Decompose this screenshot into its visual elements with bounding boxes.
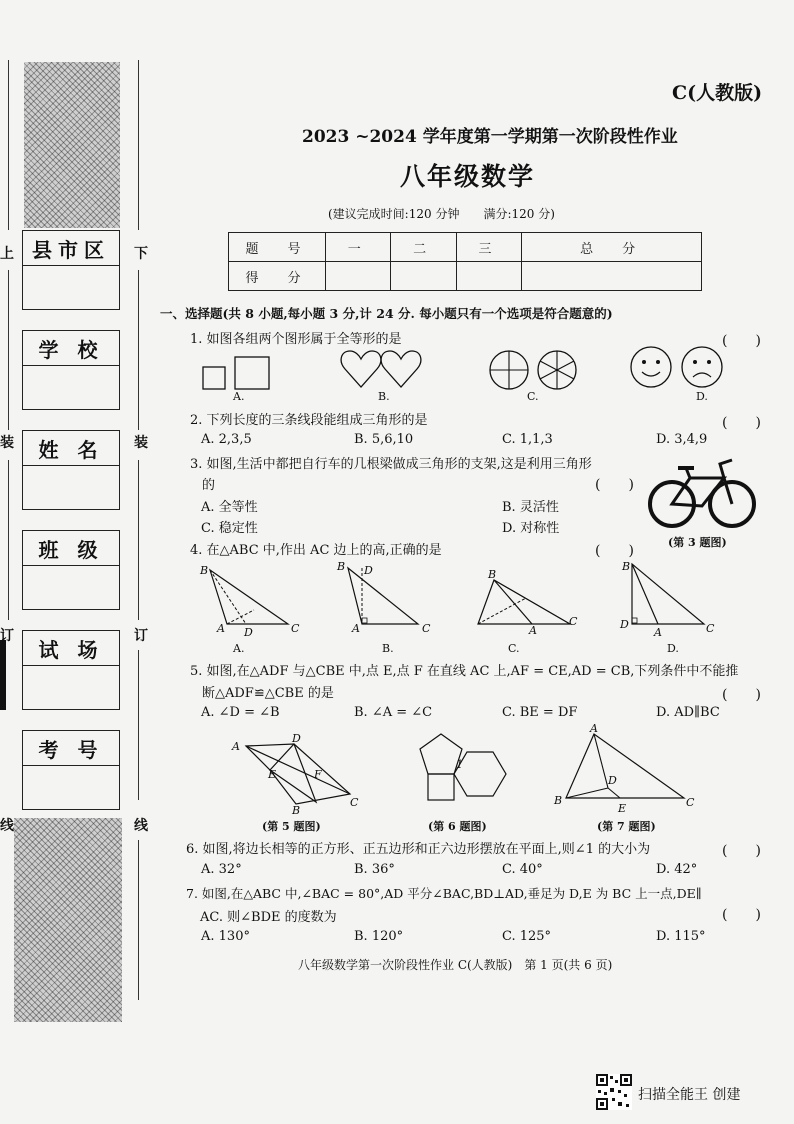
q5-vertex-label: F — [314, 768, 322, 781]
q3-stem-line1: 3. 如图,生活中都把自行车的几根梁做成三角形的支架,这是利用三角形 — [190, 457, 592, 472]
q2-option-b: B. 5,6,10 — [354, 432, 414, 447]
right-rule-2 — [138, 270, 139, 430]
q2-option-d: D. 3,4,9 — [656, 432, 708, 447]
q7-caption: (第 7 题图) — [597, 820, 656, 833]
q7-answer-paren[interactable]: ( ) — [722, 907, 761, 923]
q7-vertex-label: E — [618, 802, 627, 815]
q3-answer-paren[interactable]: ( ) — [595, 477, 634, 493]
q3-option-c: C. 稳定性 — [201, 521, 258, 536]
q2-option-c: C. 1,1,3 — [502, 432, 553, 447]
term-title: 2023 ~2024 学年度第一学期第一次阶段性作业 — [302, 127, 678, 147]
bicycle-figure — [648, 452, 756, 532]
q1-label-b: B. — [378, 390, 390, 403]
margin-mark-bind-right: 装 — [134, 435, 148, 451]
margin-mark-line-left: 线 — [0, 818, 14, 834]
q1-figures — [195, 345, 735, 393]
q1-answer-paren[interactable]: ( ) — [722, 333, 761, 349]
score-header-cell: 二 — [391, 233, 456, 262]
q5-option-d: D. AD∥BC — [656, 705, 720, 720]
q4-vertex-label: B — [200, 564, 209, 577]
q7-option-a: A. 130° — [201, 929, 250, 944]
score-input-cell[interactable] — [456, 262, 521, 291]
score-input-cell[interactable] — [522, 262, 702, 291]
q4-vertex-label: C — [706, 622, 715, 635]
q5-stem-line1: 5. 如图,在△ADF 与△CBE 中,点 E,点 F 在直线 AC 上,AF = CE,AD = CB,下列条件中不能推 — [190, 664, 739, 679]
q3-caption: (第 3 题图) — [668, 536, 727, 549]
q5-option-c: C. BE = DF — [502, 705, 578, 720]
margin-mark-line-right: 线 — [134, 818, 148, 834]
q2-option-a: A. 2,3,5 — [201, 432, 252, 447]
q1-label-a: A. — [233, 390, 245, 403]
q7-vertex-label: A — [590, 722, 598, 735]
hatch-top — [24, 62, 120, 228]
q2-answer-paren[interactable]: ( ) — [722, 415, 761, 431]
q7-vertex-label: D — [608, 774, 617, 787]
q4-vertex-label: B — [488, 568, 497, 581]
q5-vertex-label: A — [232, 740, 240, 753]
page-footer: 八年级数学第一次阶段性作业 C(人教版) 第 1 页(共 6 页) — [298, 958, 613, 972]
q4-stem: 4. 在△ABC 中,作出 AC 边上的高,正确的是 — [190, 543, 442, 558]
score-header-cell: 一 — [326, 233, 391, 262]
right-rule — [138, 60, 139, 230]
q7-stem-line2: AC. 则∠BDE 的度数为 — [200, 910, 337, 925]
q4-vertex-label: A — [654, 626, 662, 639]
q7-vertex-label: B — [554, 794, 563, 807]
q5-caption: (第 5 题图) — [262, 820, 321, 833]
score-header-cell: 三 — [456, 233, 521, 262]
q5-figure — [228, 732, 360, 817]
edition-label: C(人教版) — [672, 82, 763, 104]
scanner-watermark: 扫描全能王 创建 — [638, 1087, 741, 1103]
q6-option-b: B. 36° — [354, 862, 395, 877]
score-input-cell[interactable] — [391, 262, 456, 291]
q4-vertex-label: B — [337, 560, 346, 573]
q1-b-heart-1 — [341, 351, 381, 387]
q5-vertex-label: C — [350, 796, 359, 809]
q4-vertex-label: B — [622, 560, 631, 573]
score-value-row — [229, 262, 702, 291]
q4-vertex-label: C — [291, 622, 300, 635]
q5-vertex-label: E — [268, 768, 277, 781]
q6-stem: 6. 如图,将边长相等的正方形、正五边形和正六边形摆放在平面上,则∠1 的大小为 — [186, 842, 651, 857]
q4-vertex-label: D — [244, 626, 253, 639]
q7-figure — [552, 722, 702, 816]
q7-option-b: B. 120° — [354, 929, 404, 944]
q7-option-d: D. 115° — [656, 929, 706, 944]
q5-vertex-label: D — [292, 732, 301, 745]
class-box[interactable] — [22, 530, 120, 610]
q6-angle-label: 1 — [456, 758, 463, 771]
q6-answer-paren[interactable]: ( ) — [722, 843, 761, 859]
left-rule-2 — [8, 270, 9, 430]
score-table — [228, 232, 702, 291]
score-input-cell[interactable] — [326, 262, 391, 291]
q4-figures — [196, 558, 716, 640]
q3-option-d: D. 对称性 — [502, 521, 560, 536]
q4-vertex-label: A — [529, 624, 537, 637]
margin-mark-top-left: 上 — [0, 246, 14, 262]
school-box[interactable] — [22, 330, 120, 410]
q1-a-large-square — [235, 357, 269, 389]
q3-option-a: A. 全等性 — [201, 500, 258, 515]
time-info: (建议完成时间:120 分钟 满分:120 分) — [328, 207, 555, 221]
school-label: 学 校 — [23, 331, 119, 366]
left-rule-3 — [8, 460, 9, 620]
county-box[interactable] — [22, 230, 120, 310]
section-heading: 一、选择题(共 8 小题,每小题 3 分,计 24 分. 每小题只有一个选项是符合题意的) — [160, 306, 613, 321]
exam-room-box[interactable] — [22, 630, 120, 710]
q4-vertex-label: C — [422, 622, 431, 635]
exam-number-box[interactable] — [22, 730, 120, 810]
q6-caption: (第 6 题图) — [428, 820, 487, 833]
name-label: 姓 名 — [23, 431, 119, 466]
subject-title: 八年级数学 — [400, 162, 536, 191]
q6-option-a: A. 32° — [201, 862, 242, 877]
q4-label-d: D. — [667, 642, 679, 655]
exam-room-label: 试 场 — [23, 631, 119, 666]
q6-option-d: D. 42° — [656, 862, 698, 877]
score-header-cell: 总 分 — [522, 233, 702, 262]
q4-vertex-label: A — [217, 622, 225, 635]
q6-figure — [414, 732, 504, 814]
right-rule-4 — [138, 650, 139, 800]
q1-stem: 1. 如图各组两个图形属于全等形的是 — [190, 332, 402, 347]
q3-stem-line2: 的 — [202, 478, 216, 493]
q2-stem: 2. 下列长度的三条线段能组成三角形的是 — [190, 413, 428, 428]
q1-b-heart-2 — [381, 351, 421, 387]
q4-label-c: C. — [508, 642, 520, 655]
q1-d-sad-face — [682, 347, 722, 387]
q1-d-smile-face — [631, 347, 671, 387]
right-rule-3 — [138, 460, 139, 620]
q5-option-a: A. ∠D = ∠B — [201, 705, 280, 720]
q7-option-c: C. 125° — [502, 929, 552, 944]
q3-option-b: B. 灵活性 — [502, 500, 559, 515]
left-rule — [8, 60, 9, 230]
q5-stem-line2: 断△ADF≌△CBE 的是 — [202, 686, 334, 701]
score-label-cell: 得 分 — [229, 262, 326, 291]
margin-mark-staple-left: 订 — [0, 628, 14, 644]
q4-vertex-label: D — [620, 618, 629, 631]
q1-label-c: C. — [527, 390, 539, 403]
margin-mark-staple-right: 订 — [134, 628, 148, 644]
q1-a-small-square — [203, 367, 225, 389]
q4-vertex-label: A — [352, 622, 360, 635]
score-header-row — [229, 233, 702, 262]
q1-label-d: D. — [696, 390, 708, 403]
q7-vertex-label: C — [686, 796, 695, 809]
q4-answer-paren[interactable]: ( ) — [595, 543, 634, 559]
right-rule-5 — [138, 840, 139, 1000]
margin-mark-bind-left: 装 — [0, 435, 14, 451]
name-box[interactable] — [22, 430, 120, 510]
q4-label-a: A. — [233, 642, 245, 655]
qr-code-icon — [596, 1074, 632, 1110]
q5-option-b: B. ∠A = ∠C — [354, 705, 433, 720]
exam-number-label: 考 号 — [23, 731, 119, 766]
score-header-cell: 题 号 — [229, 233, 326, 262]
hatch-bottom — [14, 818, 122, 1022]
black-strip — [0, 640, 6, 710]
q7-stem-line1: 7. 如图,在△ABC 中,∠BAC = 80°,AD 平分∠BAC,BD⊥AD,垂足为 D,E 为 BC 上一点,DE∥ — [186, 886, 702, 901]
q5-vertex-label: B — [292, 804, 301, 817]
q6-option-c: C. 40° — [502, 862, 543, 877]
q4-vertex-label: D — [364, 564, 373, 577]
margin-mark-top-right: 下 — [134, 246, 148, 262]
q4-vertex-label: C — [569, 615, 578, 628]
class-label: 班 级 — [23, 531, 119, 566]
county-label: 县市区 — [23, 231, 119, 266]
q5-answer-paren[interactable]: ( ) — [722, 687, 761, 703]
q4-label-b: B. — [382, 642, 394, 655]
